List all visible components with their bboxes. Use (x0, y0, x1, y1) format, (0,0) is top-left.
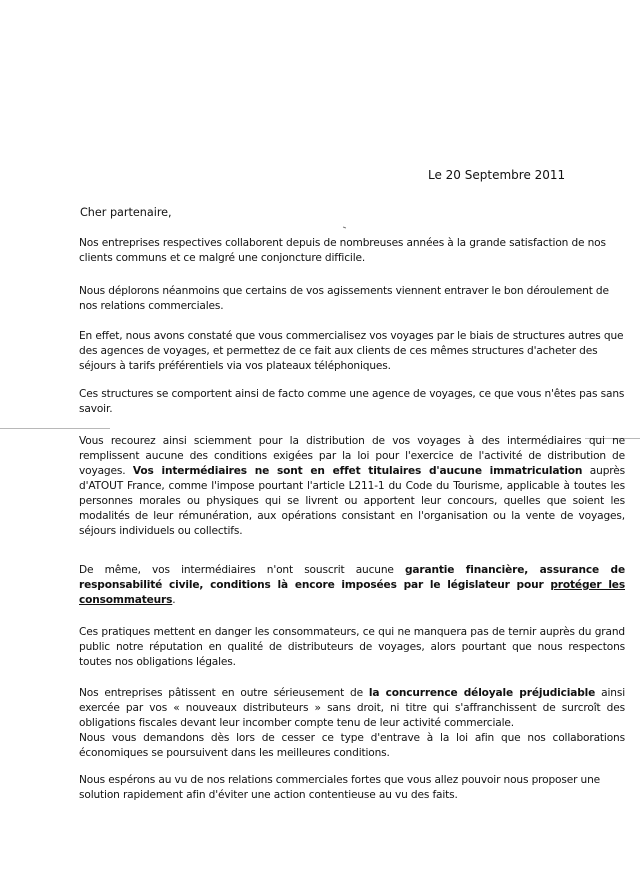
salutation: Cher partenaire, (80, 206, 172, 219)
text: ainsi exercée par vos « nouveaux distributeurs » sans droit, ni titre qui s'affranchissent de surcroît des obligations fiscales devant leur incomber compte tenu de leur activité commerciale. (79, 687, 625, 729)
text: De même, vos intermédiaires n'ont souscrit aucune (79, 564, 405, 576)
paragraph-intro: Nos entreprises respectives collaborent depuis de nombreuses années à la grande satisfaction de nos clients communs et ce malgré une conjoncture difficile. (79, 237, 606, 264)
bold-text: Vos intermédiaires ne sont en effet titulaires d'aucune immatriculation (132, 465, 583, 477)
paragraph-guarantees (79, 563, 625, 608)
paragraph-deplore: Nous déplorons néanmoins que certains de vos agissements viennent entraver le bon déroulement de nos relations commerciales. (79, 285, 609, 312)
paragraph-unfair-competition (79, 686, 625, 761)
scan-artifact-left (0, 428, 110, 429)
text: Nous vous demandons dès lors de cesser ce type d'entrave à la loi afin que nos collaborations économiques se poursuivent dans les meilleures conditions. (79, 732, 625, 759)
paragraph-findings: En effet, nous avons constaté que vous commercialisez vos voyages par le biais de structures autres que des agences de voyages, et permettez de ce fait aux clients de ces mêmes structures d'acheter des séjours à tarifs préférentiels via vos plateaux téléphoniques. (79, 330, 624, 372)
paragraph-closing: Nous espérons au vu de nos relations commerciales fortes que vous allez pouvoir nous proposer une solution rapidement afin d'éviter une action contentieuse au vu des faits. (79, 774, 601, 801)
paragraph-danger: Ces pratiques mettent en danger les consommateurs, ce qui ne manquera pas de ternir auprès du grand public notre réputation en qualité de distributeurs de voyages, alors pourtant que nous respectons toutes nos obligations légales. (79, 626, 625, 668)
paragraph-de-facto-agency: Ces structures se comportent ainsi de facto comme une agence de voyages, ce que vous n'êtes pas sans savoir. (79, 388, 625, 415)
scan-speck (343, 227, 346, 229)
paragraph-intermediaries (79, 434, 625, 539)
text: . (172, 594, 176, 606)
text: Nos entreprises pâtissent en outre sérieusement de (79, 687, 369, 699)
letter-date: Le 20 Septembre 2011 (428, 168, 566, 182)
bold-text: garantie financière, assurance de responsabilité civile, conditions là encore imposées par le législateur pour (79, 564, 625, 591)
text: auprès d'ATOUT France, comme l'impose pourtant l'article L211-1 du Code du Tourisme, applicable à toutes les personnes morales ou physiques qui se livrent ou apportent leur concours, quelles que soient les modalités de leur rémunération, aux opérations consistant en l'organisation ou la vente de voyages, séjours individuels ou collectifs. (79, 465, 625, 537)
text: Vous recourez ainsi sciemment pour la distribution de vos voyages à des intermédiaires qui ne remplissent aucune des conditions exigées par la loi pour l'exercice de l'activité de distribution de voyages. (79, 435, 625, 477)
bold-text: la concurrence déloyale préjudiciable (368, 687, 596, 699)
bold-underlined-text: protéger les consommateurs (79, 579, 625, 606)
